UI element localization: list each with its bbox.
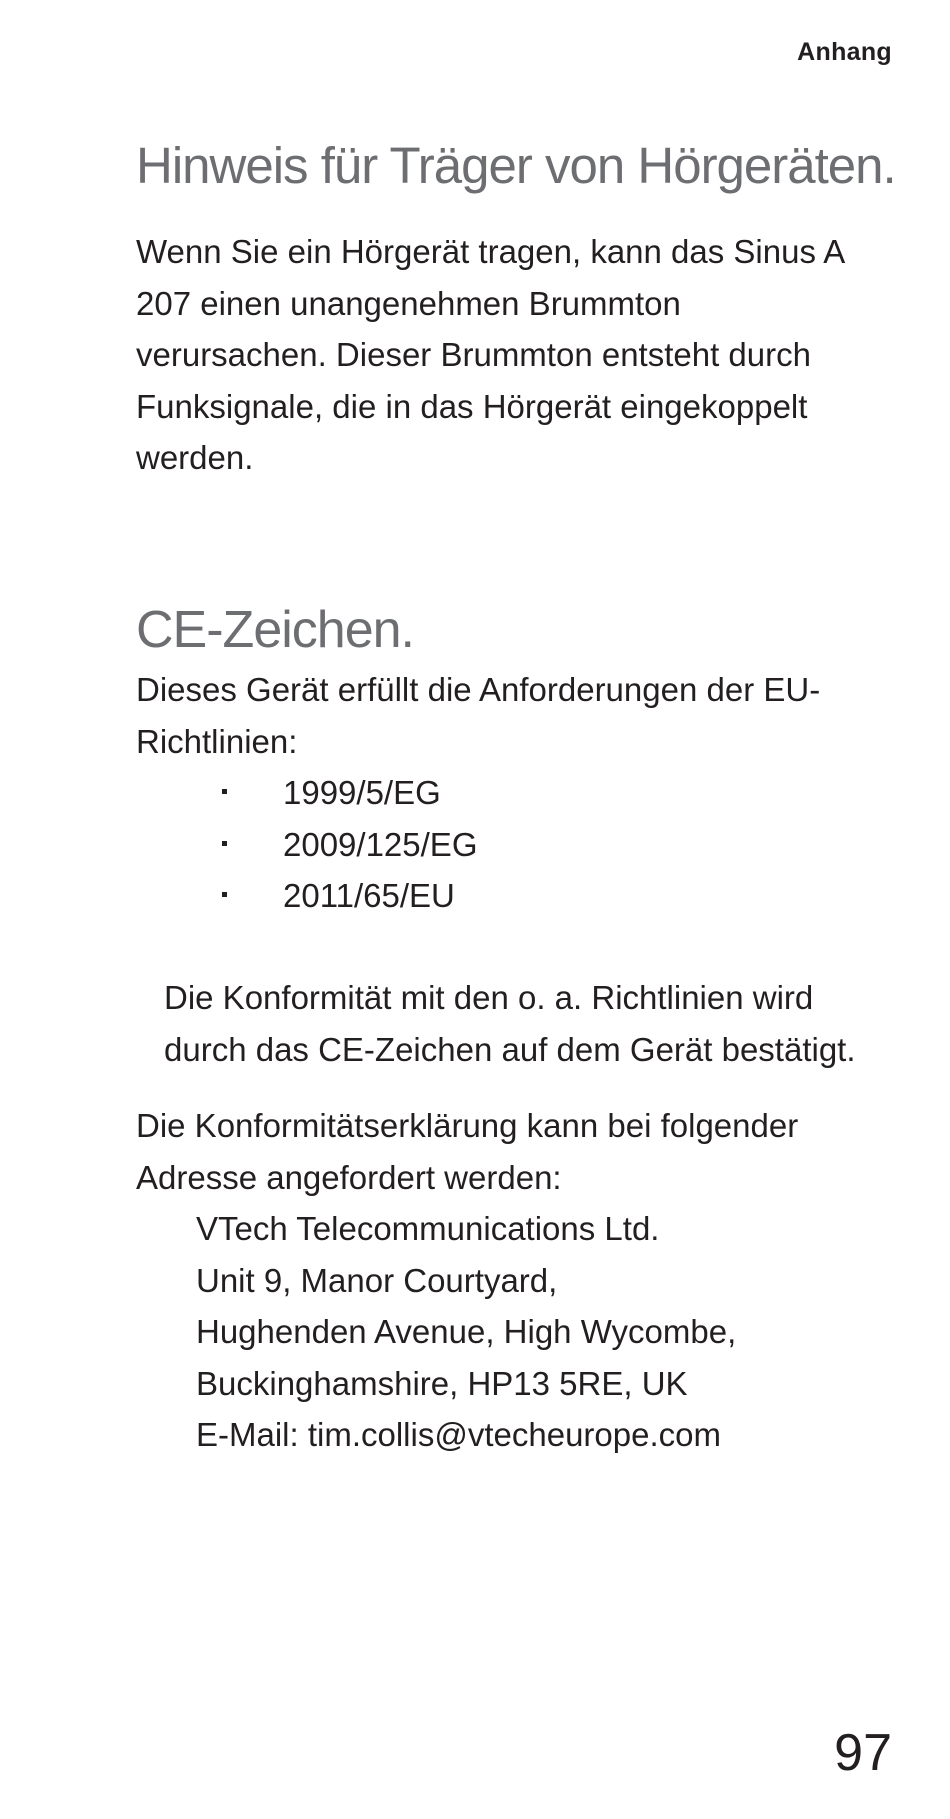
- paragraph-line: 207 einen unangenehmen Brummton: [136, 284, 681, 322]
- declaration-paragraph: [136, 1100, 798, 1203]
- directive-label: 2011/65/EU: [283, 877, 455, 914]
- directive-label: 1999/5/EG: [283, 774, 441, 811]
- directive-list: [222, 767, 478, 922]
- paragraph-line: durch das CE-Zeichen auf dem Gerät bestätigt.: [164, 1030, 856, 1068]
- paragraph-line: verursachen. Dieser Brummton entsteht durch: [136, 336, 811, 373]
- address-line: VTech Telecommunications Ltd.: [196, 1210, 660, 1247]
- paragraph-line: Richtlinien:: [136, 722, 298, 760]
- paragraph-line: Wenn Sie ein Hörgerät tragen, kann das Sinus A: [136, 233, 846, 270]
- ce-intro-paragraph: [136, 664, 820, 767]
- page-number: 97: [834, 1724, 892, 1782]
- paragraph-line: werden.: [136, 439, 254, 476]
- address-line: Buckinghamshire, HP13 5RE, UK: [196, 1364, 688, 1402]
- list-item: [222, 767, 478, 819]
- paragraph-line: Die Konformität mit den o. a. Richtlinien wird: [164, 979, 814, 1016]
- paragraph-line: Die Konformitätserklärung kann bei folgender: [136, 1107, 799, 1144]
- running-head: Anhang: [797, 38, 892, 66]
- email-line: E-Mail: tim.collis@vtecheurope.com: [196, 1416, 721, 1453]
- paragraph-line: Adresse angefordert werden:: [136, 1158, 562, 1196]
- ce-mark-heading: CE-Zeichen.: [136, 601, 414, 659]
- directive-label: 2009/125/EG: [283, 825, 478, 863]
- conformity-paragraph: [164, 972, 856, 1075]
- paragraph-line: Dieses Gerät erfüllt die Anforderungen der EU-: [136, 671, 821, 708]
- list-item: [222, 870, 478, 922]
- bullet-icon: [222, 789, 227, 794]
- bullet-icon: [222, 892, 227, 897]
- address-line: Hughenden Avenue, High Wycombe,: [196, 1313, 737, 1350]
- paragraph-line: Funksignale, die in das Hörgerät eingekoppelt: [136, 387, 808, 425]
- hearing-aid-paragraph: [136, 226, 845, 484]
- bullet-icon: [222, 841, 227, 846]
- vtech-address: [196, 1203, 736, 1461]
- hearing-aid-heading: Hinweis für Träger von Hörgeräten.: [136, 137, 896, 194]
- address-line: Unit 9, Manor Courtyard,: [196, 1261, 558, 1299]
- list-item: [222, 819, 478, 871]
